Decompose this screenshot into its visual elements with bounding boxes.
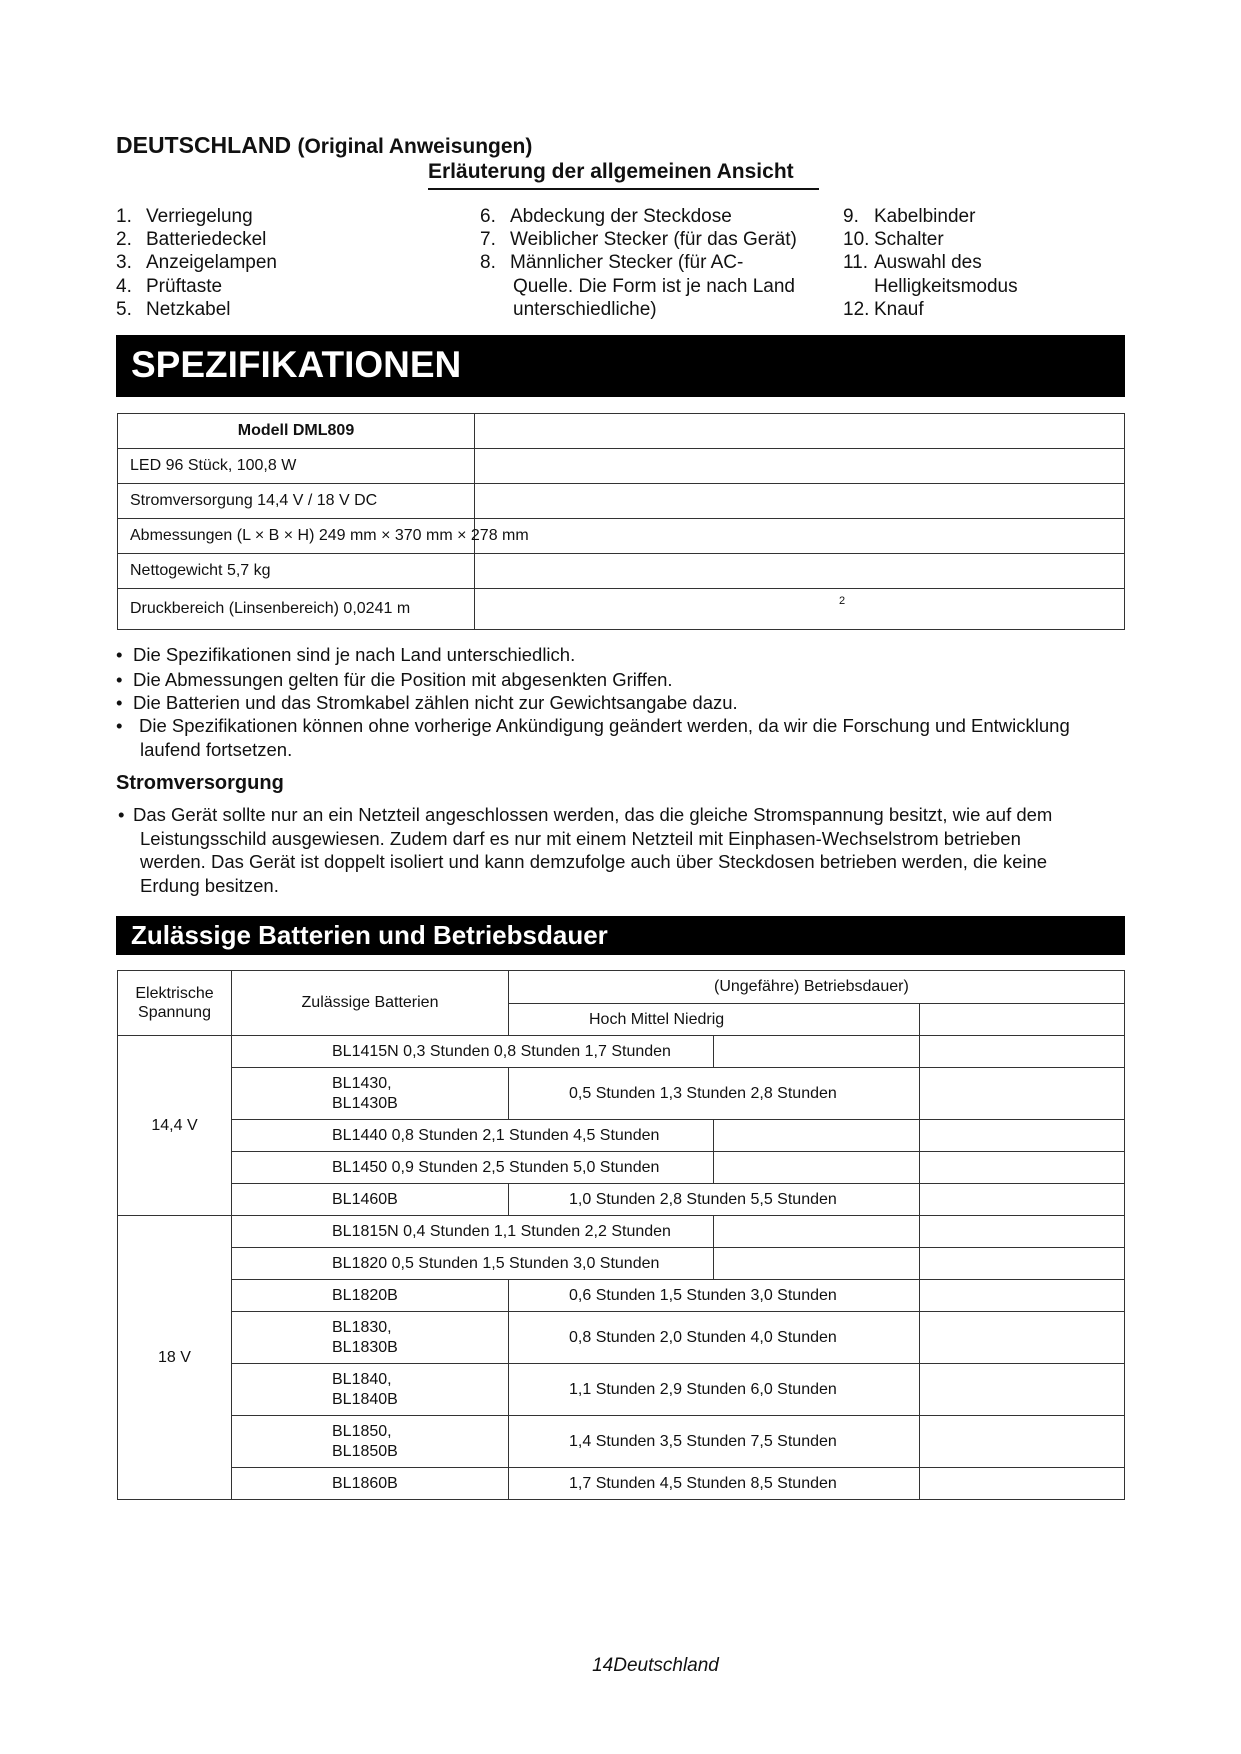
runtime-cell [714, 1036, 920, 1068]
document-title [116, 132, 532, 159]
specifications-banner: SPEZIFIKATIONEN [116, 335, 1125, 397]
overview-heading: Erläuterung der allgemeinen Ansicht [428, 160, 794, 183]
battery-banner: Zulässige Batterien und Betriebsdauer [116, 916, 1125, 955]
empty-cell [920, 1036, 1125, 1068]
list-item: 3. Anzeigelampen [116, 252, 277, 273]
table-row [118, 1068, 1125, 1120]
superscript-cell: 2 [475, 589, 1125, 630]
table-row [118, 1184, 1125, 1216]
value-cell [475, 484, 1125, 519]
list-item: • Die Batterien und das Stromkabel zählen nicht zur Gewichtsangabe dazu. [116, 691, 1126, 714]
battery-cell: BL1460B [232, 1184, 509, 1216]
value-cell [475, 554, 1125, 589]
table-row [118, 1120, 1125, 1152]
empty-cell [920, 1004, 1125, 1036]
runtime-cell [714, 1216, 920, 1248]
battery-cell: BL1860B [232, 1468, 509, 1500]
list-item-continuation: Helligkeitsmodus [874, 276, 1018, 297]
voltage-cell: 18 V [118, 1216, 232, 1500]
empty-cell [920, 1184, 1125, 1216]
table-row [118, 449, 1125, 484]
batteries-header: Zulässige Batterien [232, 971, 509, 1036]
pressure-area-cell: Druckbereich (Linsenbereich) 0,0241 m [118, 589, 475, 630]
battery-cell: BL1440 0,8 Stunden 2,1 Stunden 4,5 Stunden [232, 1120, 714, 1152]
list-item: 2. Batteriedeckel [116, 229, 267, 250]
list-item: 5. Netzkabel [116, 299, 231, 320]
battery-cell: BL1415N 0,3 Stunden 0,8 Stunden 1,7 Stunden [232, 1036, 714, 1068]
runtime-cell: 1,7 Stunden 4,5 Stunden 8,5 Stunden [509, 1468, 920, 1500]
battery-cell: BL1820B [232, 1280, 509, 1312]
specifications-table [117, 413, 1125, 630]
empty-cell [920, 1312, 1125, 1364]
battery-table [117, 970, 1125, 1500]
battery-cell: BL1450 0,9 Stunden 2,5 Stunden 5,0 Stunden [232, 1152, 714, 1184]
paragraph-line: Erdung besitzen. [140, 874, 279, 896]
battery-cell: BL1840, BL1840B [232, 1364, 509, 1416]
dimensions-cell: Abmessungen (L × B × H) 249 mm × 370 mm × 278 mm [118, 519, 475, 554]
table-row [118, 1468, 1125, 1500]
runtime-cell: 0,5 Stunden 1,3 Stunden 2,8 Stunden [509, 1068, 920, 1120]
power-supply-cell: Stromversorgung 14,4 V / 18 V DC [118, 484, 475, 519]
value-cell [475, 414, 1125, 449]
runtime-cell [714, 1248, 920, 1280]
runtime-cell: 1,4 Stunden 3,5 Stunden 7,5 Stunden [509, 1416, 920, 1468]
list-item: • Die Spezifikationen sind je nach Land unterschiedlich. [116, 643, 1126, 668]
empty-cell [920, 1152, 1125, 1184]
battery-cell: BL1430, BL1430B [232, 1068, 509, 1120]
runtime-cell [714, 1120, 920, 1152]
runtime-cell: 0,8 Stunden 2,0 Stunden 4,0 Stunden [509, 1312, 920, 1364]
table-row [118, 484, 1125, 519]
table-row [118, 1312, 1125, 1364]
table-row [118, 414, 1125, 449]
list-item: 8. Männlicher Stecker (für AC- [480, 252, 744, 273]
country-title: DEUTSCHLAND [116, 132, 292, 158]
voltage-header: Elektrische Spannung [118, 971, 232, 1036]
list-item: 12. Knauf [843, 299, 924, 320]
empty-cell [920, 1416, 1125, 1468]
empty-cell [920, 1364, 1125, 1416]
runtime-cell: 1,0 Stunden 2,8 Stunden 5,5 Stunden [509, 1184, 920, 1216]
table-row [118, 1280, 1125, 1312]
battery-cell: BL1830, BL1830B [232, 1312, 509, 1364]
empty-cell [920, 1248, 1125, 1280]
table-row [118, 1036, 1125, 1068]
table-header-row [118, 971, 1125, 1004]
table-row [118, 554, 1125, 589]
runtime-header: (Ungefähre) Betriebsdauer) [509, 971, 1125, 1004]
battery-cell: BL1815N 0,4 Stunden 1,1 Stunden 2,2 Stunden [232, 1216, 714, 1248]
list-item: • Die Abmessungen gelten für die Position mit abgesenkten Griffen. [116, 668, 1126, 691]
table-row [118, 589, 1125, 630]
list-item: 4. Prüftaste [116, 276, 223, 297]
power-supply-heading: Stromversorgung [116, 772, 284, 794]
empty-cell [920, 1280, 1125, 1312]
list-item: 1. Verriegelung [116, 206, 253, 227]
table-row [118, 1416, 1125, 1468]
empty-cell [920, 1468, 1125, 1500]
value-cell [475, 449, 1125, 484]
page-footer: 14Deutschland [592, 1655, 719, 1676]
battery-cell: BL1820 0,5 Stunden 1,5 Stunden 3,0 Stunden [232, 1248, 714, 1280]
table-row [118, 1216, 1125, 1248]
model-cell: Modell DML809 [118, 414, 475, 449]
runtime-cell [714, 1152, 920, 1184]
empty-cell [920, 1120, 1125, 1152]
parts-list-column-1 [116, 206, 277, 322]
net-weight-cell: Nettogewicht 5,7 kg [118, 554, 475, 589]
list-item: 6. Abdeckung der Steckdose [480, 206, 732, 227]
table-row [118, 1152, 1125, 1184]
list-item: 11. Auswahl des [843, 252, 982, 273]
levels-header: Hoch Mittel Niedrig [509, 1004, 920, 1036]
paragraph-line: • Das Gerät sollte nur an ein Netzteil angeschlossen werden, das die gleiche Stromspannung besitzt, wie auf dem [116, 803, 1116, 827]
list-item: • Die Spezifikationen können ohne vorherige Ankündigung geändert werden, da wir die Forschung und Entwicklung [116, 714, 1126, 737]
overview-underline [428, 188, 819, 190]
voltage-cell: 14,4 V [118, 1036, 232, 1216]
list-item-continuation: unterschiedliche) [513, 299, 657, 320]
list-item: 7. Weiblicher Stecker (für das Gerät) [480, 229, 797, 250]
list-item-continuation: Quelle. Die Form ist je nach Land [513, 276, 795, 297]
list-item: 10. Schalter [843, 229, 944, 250]
table-row [118, 1364, 1125, 1416]
table-row [118, 519, 1125, 554]
led-cell: LED 96 Stück, 100,8 W [118, 449, 475, 484]
specification-notes [116, 643, 1126, 761]
runtime-cell: 0,6 Stunden 1,5 Stunden 3,0 Stunden [509, 1280, 920, 1312]
power-supply-text [116, 803, 1116, 897]
parts-list-column-3 [843, 206, 1018, 322]
battery-cell: BL1850, BL1850B [232, 1416, 509, 1468]
paragraph-line: werden. Das Gerät ist doppelt isoliert und kann demzufolge auch über Steckdosen betrieben werden, die keine [140, 851, 1048, 872]
original-note: (Original Anweisungen) [297, 135, 533, 158]
paragraph-line: Leistungsschild ausgewiesen. Zudem darf es nur mit einem Netzteil mit Einphasen-Wechselstrom betrieben [140, 827, 1021, 849]
table-row [118, 1248, 1125, 1280]
value-cell [475, 519, 1125, 554]
empty-cell [920, 1216, 1125, 1248]
runtime-cell: 1,1 Stunden 2,9 Stunden 6,0 Stunden [509, 1364, 920, 1416]
list-item: 9. Kabelbinder [843, 206, 976, 227]
parts-list-column-2 [480, 206, 797, 322]
empty-cell [920, 1068, 1125, 1120]
list-item-continuation: laufend fortsetzen. [140, 739, 293, 760]
